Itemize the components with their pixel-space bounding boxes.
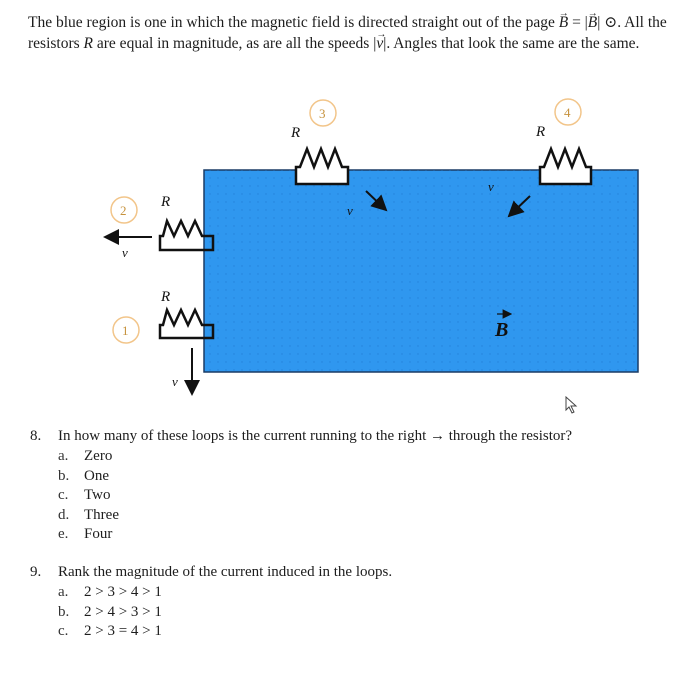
question-text: In how many of these loops is the current running to the right → through the resistor? <box>58 428 573 444</box>
loop-2 <box>105 194 213 260</box>
resistor-label: R <box>161 289 171 305</box>
resistor-label: R <box>161 194 171 210</box>
question-text: Rank the magnitude of the current induced in the loops. <box>58 564 393 580</box>
option-letter: e. <box>58 526 69 542</box>
option-text: Three <box>84 506 119 523</box>
option-letter: a. <box>58 448 69 464</box>
velocity-label: v <box>347 203 353 218</box>
answer-options <box>58 582 392 641</box>
answer-option[interactable] <box>58 582 392 602</box>
intro-text-2: All the resistors <box>28 14 667 52</box>
option-text: Two <box>84 487 111 503</box>
answer-options <box>58 446 572 544</box>
velocity-label: v <box>122 245 128 260</box>
intro-text-4: . Angles that look the same are the same. <box>386 35 640 52</box>
answer-option[interactable] <box>58 602 392 622</box>
option-text: 2 > 3 > 4 > 1 <box>84 584 162 600</box>
field-label: B <box>495 319 509 341</box>
question-number: 9. <box>30 564 42 580</box>
question-number: 8. <box>30 428 42 444</box>
problem-intro: The blue region is one in which the magnetic field is directed straight out of the page → B = |→ B| ⊙. All the resistors R are equal in magnitude, as are all the speeds |→ v|. Angles that look the same are the same. <box>28 12 678 54</box>
option-text: Zero <box>84 448 113 464</box>
question-9 <box>30 562 392 641</box>
option-letter: a. <box>58 584 69 600</box>
loop-number: 3 <box>319 106 326 121</box>
option-text: One <box>84 467 109 484</box>
loop-number: 4 <box>564 105 571 120</box>
option-letter: d. <box>58 506 70 523</box>
resistor-label: R <box>536 124 546 140</box>
loop-1 <box>113 289 213 394</box>
answer-option[interactable] <box>58 485 572 505</box>
option-letter: c. <box>58 623 69 639</box>
answer-option[interactable] <box>58 446 572 466</box>
intro-text-3: are equal in magnitude, as are all the speeds <box>93 35 374 52</box>
option-text: Four <box>84 526 113 542</box>
option-letter: b. <box>58 603 70 620</box>
answer-option[interactable] <box>58 466 572 486</box>
loop-number: 1 <box>122 323 129 338</box>
option-letter: c. <box>58 487 69 503</box>
option-letter: b. <box>58 467 70 484</box>
answer-option[interactable] <box>58 524 572 544</box>
mouse-cursor-icon <box>565 396 579 414</box>
answer-option[interactable] <box>58 505 572 525</box>
loop-number: 2 <box>120 203 127 218</box>
velocity-label: v <box>488 179 494 194</box>
question-8 <box>30 426 572 544</box>
option-text: 2 > 4 > 3 > 1 <box>84 603 162 620</box>
option-text: 2 > 3 = 4 > 1 <box>84 623 162 639</box>
resistor-label: R <box>291 125 301 141</box>
intro-text-1: The blue region is one in which the magnetic field is directed straight out of the page <box>28 14 559 31</box>
answer-option[interactable] <box>58 621 392 641</box>
velocity-label: v <box>172 374 178 389</box>
